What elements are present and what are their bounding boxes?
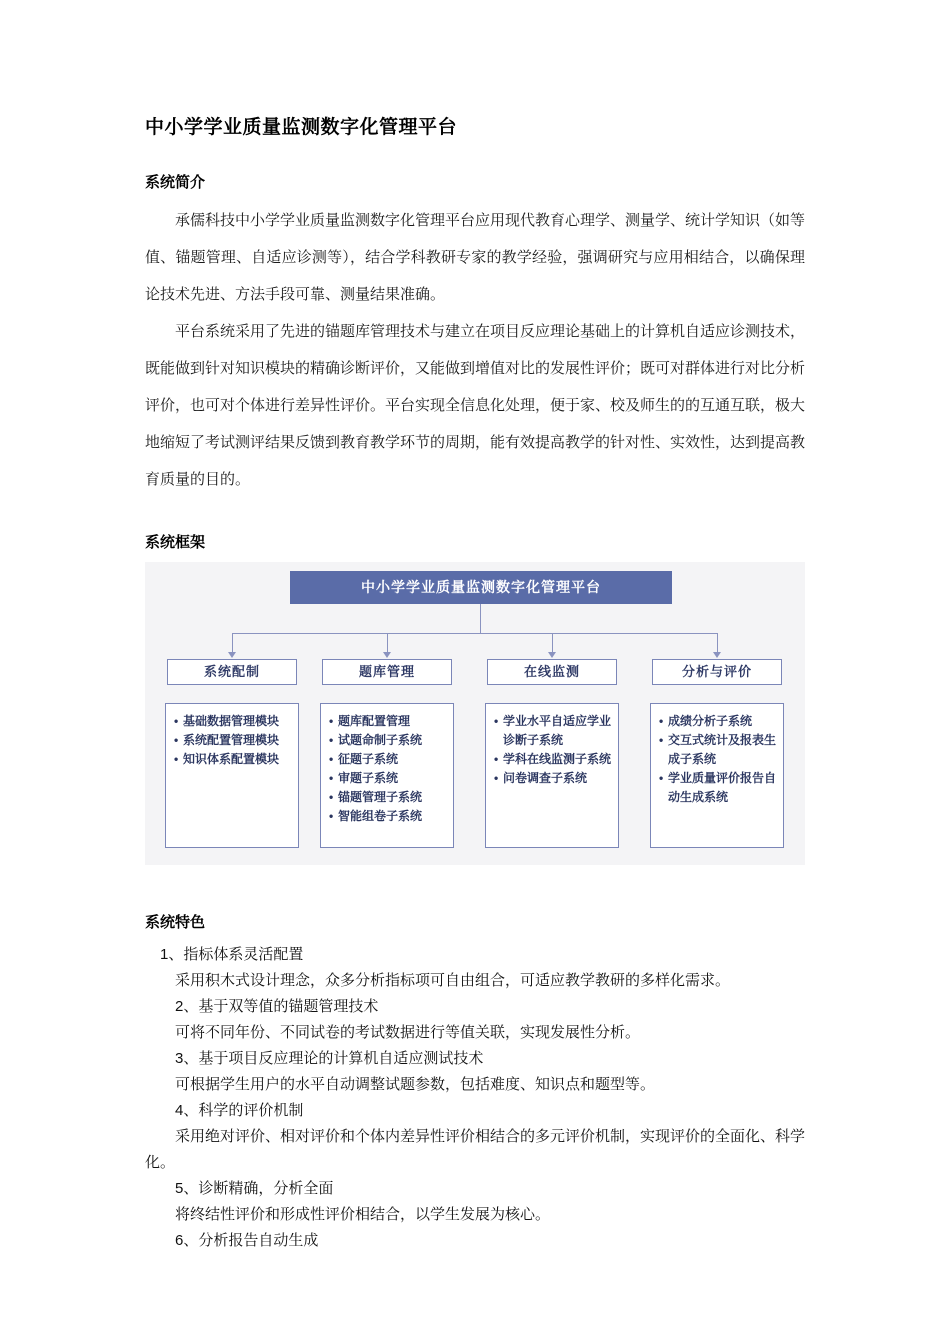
feature-description: 采用绝对评价、相对评价和个体内差异性评价相结合的多元评价机制，实现评价的全面化、科学化。 <box>145 1128 806 1171</box>
framework-heading: 系统框架 <box>145 534 206 551</box>
branch-module-box <box>650 703 784 848</box>
arrow-down-icon <box>548 652 556 658</box>
arrow-down-icon <box>713 652 721 658</box>
section-intro <box>145 171 805 498</box>
feature-title: 5、诊断精确，分析全面 <box>175 1180 334 1197</box>
connector-line <box>387 633 388 652</box>
module-item: • 系统配置管理模块 <box>174 731 292 750</box>
features-heading: 系统特色 <box>145 914 206 931</box>
connector-line <box>480 604 481 633</box>
feature-description: 采用积木式设计理念，众多分析指标项可自由组合，可适应教学教研的多样化需求。 <box>175 972 731 989</box>
module-item: • 锚题管理子系统 <box>329 788 447 807</box>
module-item: • 学业水平自适应学业诊断子系统 <box>494 712 612 750</box>
branch-column-question-bank <box>320 659 454 848</box>
branch-label: 在线监测 <box>487 659 617 685</box>
branch-label: 系统配制 <box>167 659 297 685</box>
module-item: • 征题子系统 <box>329 750 447 769</box>
module-item: • 学科在线监测子系统 <box>494 750 612 769</box>
connector-line <box>232 633 233 652</box>
feature-description: 可根据学生用户的水平自动调整试题参数，包括难度、知识点和题型等。 <box>175 1076 656 1093</box>
section-features <box>145 911 805 1254</box>
module-item: • 知识体系配置模块 <box>174 750 292 769</box>
branch-label: 题库管理 <box>322 659 452 685</box>
intro-heading: 系统简介 <box>145 174 206 191</box>
branch-column-analysis-evaluation <box>650 659 784 848</box>
module-item: • 试题命制子系统 <box>329 731 447 750</box>
feature-title: 2、基于双等值的锚题管理技术 <box>175 998 379 1015</box>
feature-title: 4、科学的评价机制 <box>175 1102 304 1119</box>
module-item: • 交互式统计及报表生成子系统 <box>659 731 777 769</box>
branch-column-system-config <box>165 659 299 848</box>
intro-paragraph: 平台系统采用了先进的锚题库管理技术与建立在项目反应理论基础上的计算机自适应诊测技术，既能做到针对知识模块的精确诊断评价，又能做到增值对比的发展性评价；既可对群体进行对比分析评价，也可对个体进行差异性评价。平台实现全信息化处理，便于家、校及师生的的互通互联，极大地缩短了考试测评结果反馈到教育教学环节的周期，能有效提高教学的针对性、实效性，达到提高教育质量的目的。 <box>145 323 806 488</box>
feature-description: 将终结性评价和形成性评价相结合，以学生发展为核心。 <box>175 1206 551 1223</box>
module-item: • 题库配置管理 <box>329 712 447 731</box>
document-content <box>145 112 805 1254</box>
module-item: • 审题子系统 <box>329 769 447 788</box>
connector-line <box>232 633 717 634</box>
diagram-root-box: 中小学学业质量监测数字化管理平台 <box>290 571 672 604</box>
feature-description: 可将不同年份、不同试卷的考试数据进行等值关联，实现发展性分析。 <box>175 1024 641 1041</box>
section-framework <box>145 531 805 865</box>
feature-title: 6、分析报告自动生成 <box>175 1232 319 1249</box>
connector-line <box>717 633 718 652</box>
arrow-down-icon <box>228 652 236 658</box>
module-item: • 问卷调查子系统 <box>494 769 612 788</box>
module-item: • 基础数据管理模块 <box>174 712 292 731</box>
module-item: • 成绩分析子系统 <box>659 712 777 731</box>
intro-paragraph: 承儒科技中小学学业质量监测数字化管理平台应用现代教育心理学、测量学、统计学知识（如等值、锚题管理、自适应诊测等），结合学科教研专家的教学经验，强调研究与应用相结合，以确保理论技术先进、方法手段可靠、测量结果准确。 <box>145 212 806 303</box>
module-item: • 学业质量评价报告自动生成系统 <box>659 769 777 807</box>
feature-title: 1、指标体系灵活配置 <box>160 946 304 963</box>
branch-module-box <box>485 703 619 848</box>
branch-label: 分析与评价 <box>652 659 782 685</box>
connector-line <box>552 633 553 652</box>
document-title: 中小学学业质量监测数字化管理平台 <box>145 117 458 138</box>
framework-diagram <box>145 562 805 865</box>
module-item: • 智能组卷子系统 <box>329 807 447 826</box>
branch-module-box <box>320 703 454 848</box>
branch-column-online-monitoring <box>485 659 619 848</box>
branch-module-box <box>165 703 299 848</box>
feature-title: 3、基于项目反应理论的计算机自适应测试技术 <box>175 1050 484 1067</box>
arrow-down-icon <box>383 652 391 658</box>
